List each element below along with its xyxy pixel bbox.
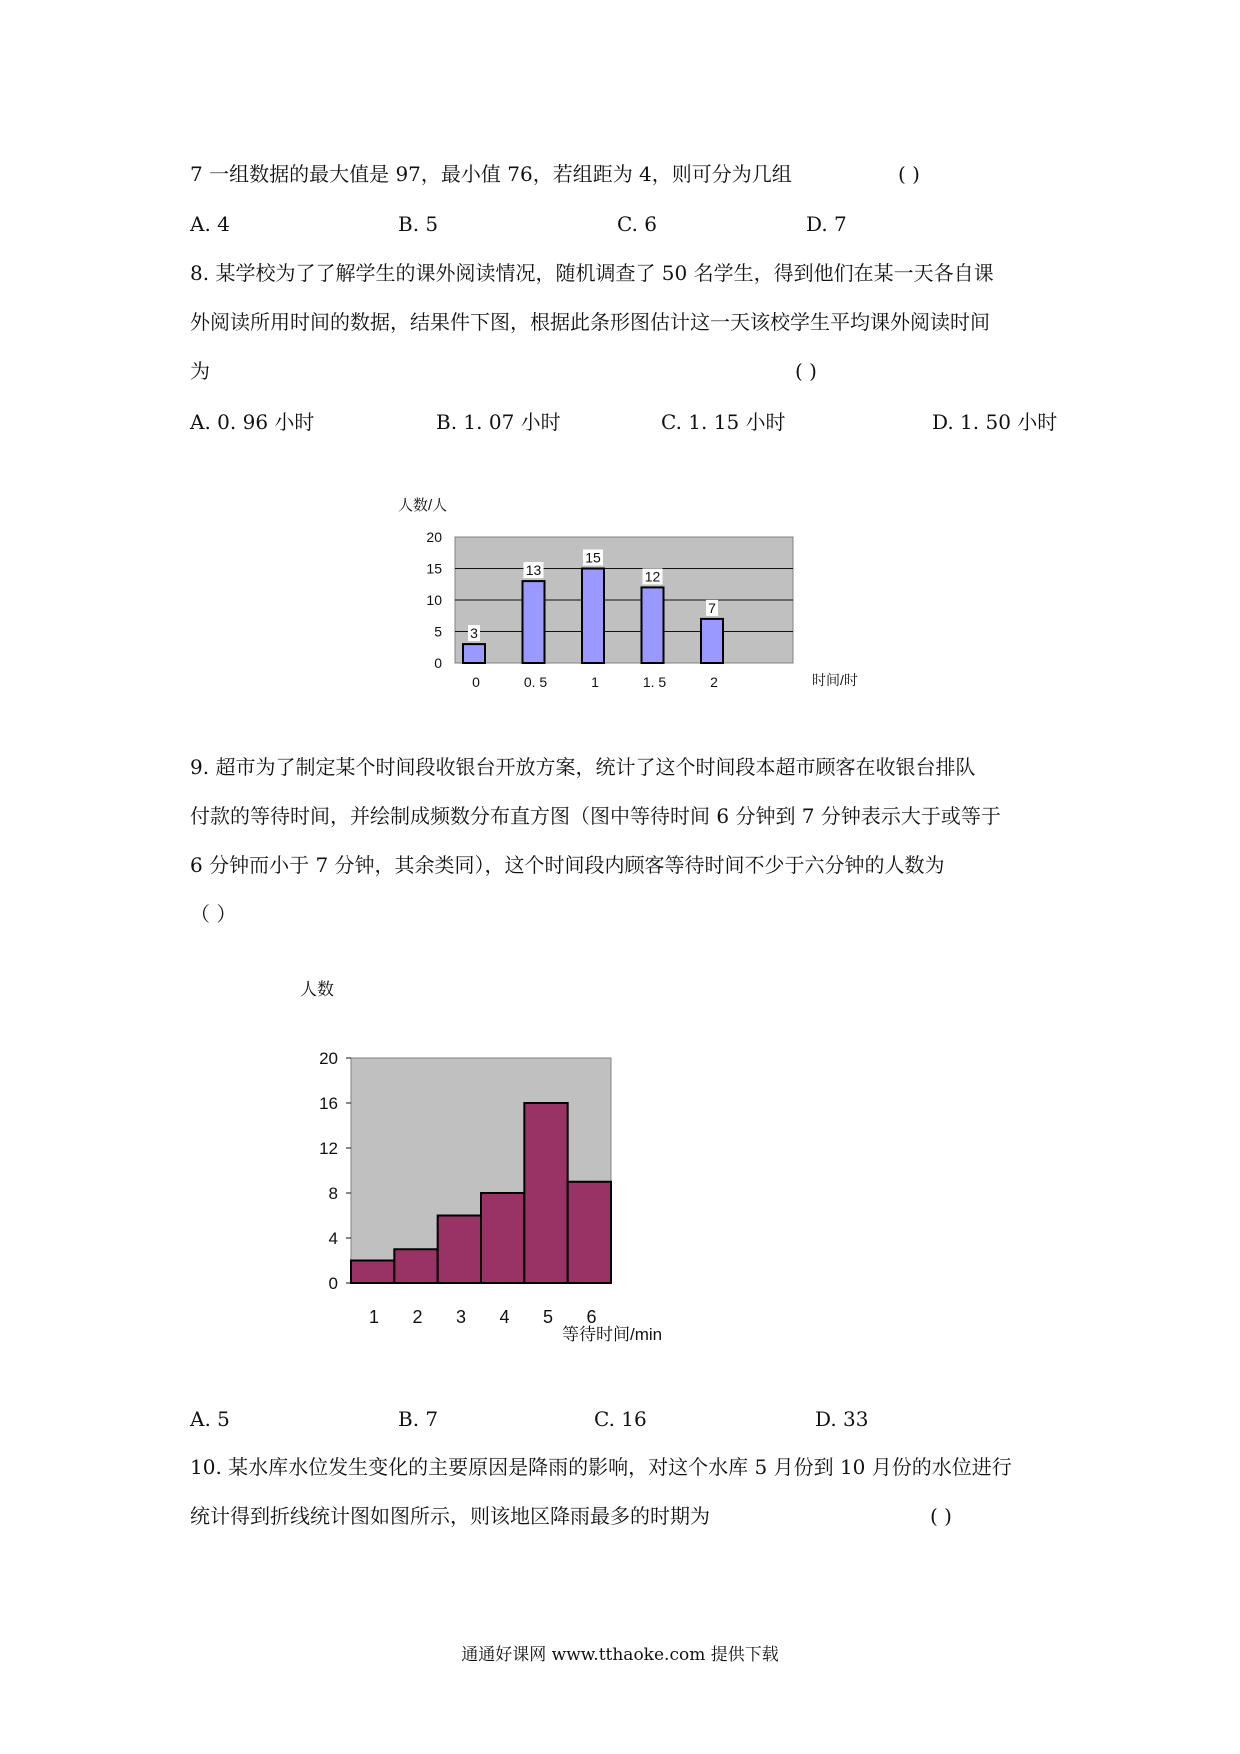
chart2-xtick-label: 5: [542, 1307, 554, 1327]
chart2-ytick-label: 20: [319, 1049, 338, 1068]
chart1-bar: [463, 644, 485, 663]
q8-line-3: 为: [190, 359, 210, 383]
q8-line-1: 8. 某学校为了了解学生的课外阅读情况，随机调查了 50 名学生，得到他们在某一天各自课: [190, 261, 994, 285]
chart2-bar: [481, 1193, 524, 1283]
chart2-xlabel: 等待时间/min: [562, 1325, 663, 1344]
chart1-ytick-label: 0: [434, 655, 442, 671]
q10-line-1: 10. 某水库水位发生变化的主要原因是降雨的影响，对这个水库 5 月份到 10 月份的水位进行: [190, 1455, 1012, 1479]
q8-option-d: D. 1. 50 小时: [932, 410, 1058, 434]
chart2-bar: [351, 1261, 394, 1284]
q10-answer-paren: ( ): [930, 1504, 952, 1528]
q9-line-4: （ ）: [190, 902, 237, 926]
chart2-bar: [438, 1216, 481, 1284]
chart2-ytick-label: 4: [328, 1229, 338, 1248]
chart2-ytick-label: 0: [328, 1274, 338, 1293]
chart2-bar: [568, 1182, 611, 1283]
q9-line-3: 6 分钟而小于 7 分钟，其余类同），这个时间段内顾客等待时间不少于六分钟的人数为: [190, 853, 945, 877]
chart2-ytick-label: 12: [319, 1139, 338, 1158]
q9-line-1: 9. 超市为了制定某个时间段收银台开放方案，统计了这个时间段本超市顾客在收银台排队: [190, 755, 976, 779]
chart2-ytick-label: 16: [319, 1094, 338, 1113]
q9-option-d: D. 33: [815, 1407, 869, 1431]
chart2-bar: [524, 1103, 567, 1283]
footer-source: 通通好课网 www.tthaoke.com 提供下载: [461, 1645, 779, 1665]
chart1-ylabel: 人数/人: [398, 497, 448, 514]
waiting-time-histogram: [290, 975, 710, 1355]
chart2-xtick-label: 3: [455, 1307, 467, 1327]
chart1-ytick-label: 20: [426, 529, 442, 545]
chart2-xtick-label: 4: [499, 1307, 510, 1327]
chart1-data-label: 7: [708, 599, 716, 616]
q8-line-2: 外阅读所用时间的数据，结果件下图，根据此条形图估计这一天该校学生平均课外阅读时间: [190, 310, 990, 334]
chart2-xtick-label: 2: [412, 1307, 423, 1327]
chart1-data-label: 3: [470, 625, 478, 642]
chart1-ytick-label: 15: [426, 560, 442, 577]
chart1-data-label: 15: [585, 549, 601, 566]
chart2-xtick-label: 1: [368, 1307, 380, 1327]
chart1-bar: [642, 587, 664, 663]
q7-option-a: A. 4: [190, 212, 230, 236]
q7-stem: 7 一组数据的最大值是 97，最小值 76，若组距为 4，则可分为几组: [190, 162, 792, 186]
q9-option-c: C. 16: [594, 1407, 647, 1431]
chart1-bar: [701, 619, 723, 663]
q7-option-d: D. 7: [806, 212, 847, 236]
chart1-data-label: 13: [525, 562, 542, 579]
chart1-bar: [582, 569, 604, 664]
chart1-ytick-label: 10: [426, 592, 442, 608]
q8-option-a: A. 0. 96 小时: [190, 410, 315, 434]
chart1-xtick-label: 0: [472, 674, 480, 690]
chart1-bar: [523, 581, 545, 663]
chart1-xtick-label: 2: [710, 674, 718, 690]
chart1-data-label: 12: [644, 568, 661, 585]
chart1-ytick-label: 5: [434, 623, 442, 640]
q9-option-b: B. 7: [398, 1407, 439, 1431]
chart2-xtick-label: 6: [586, 1307, 597, 1327]
chart1-xtick-label: 1. 5: [642, 674, 667, 690]
q10-line-2: 统计得到折线统计图如图所示，则该地区降雨最多的时期为: [190, 1504, 710, 1528]
chart1-xtick-label: 0. 5: [523, 674, 548, 690]
chart2-bar: [394, 1249, 437, 1283]
q8-option-c: C. 1. 15 小时: [661, 410, 786, 434]
reading-time-bar-chart: [380, 485, 900, 705]
q7-option-b: B. 5: [398, 212, 439, 236]
q9-option-a: A. 5: [190, 1407, 230, 1431]
chart2-ytick-label: 8: [328, 1184, 338, 1203]
chart2-ylabel: 人数: [300, 980, 334, 999]
chart1-xtick-label: 1: [591, 674, 599, 690]
chart1-xlabel: 时间/时: [812, 672, 858, 688]
q9-line-2: 付款的等待时间，并绘制成频数分布直方图（图中等待时间 6 分钟到 7 分钟表示大于或等于: [190, 804, 1001, 828]
q8-option-b: B. 1. 07 小时: [436, 410, 561, 434]
q7-answer-paren: ( ): [898, 162, 920, 186]
q7-option-c: C. 6: [617, 212, 658, 236]
q8-answer-paren: ( ): [795, 359, 817, 383]
